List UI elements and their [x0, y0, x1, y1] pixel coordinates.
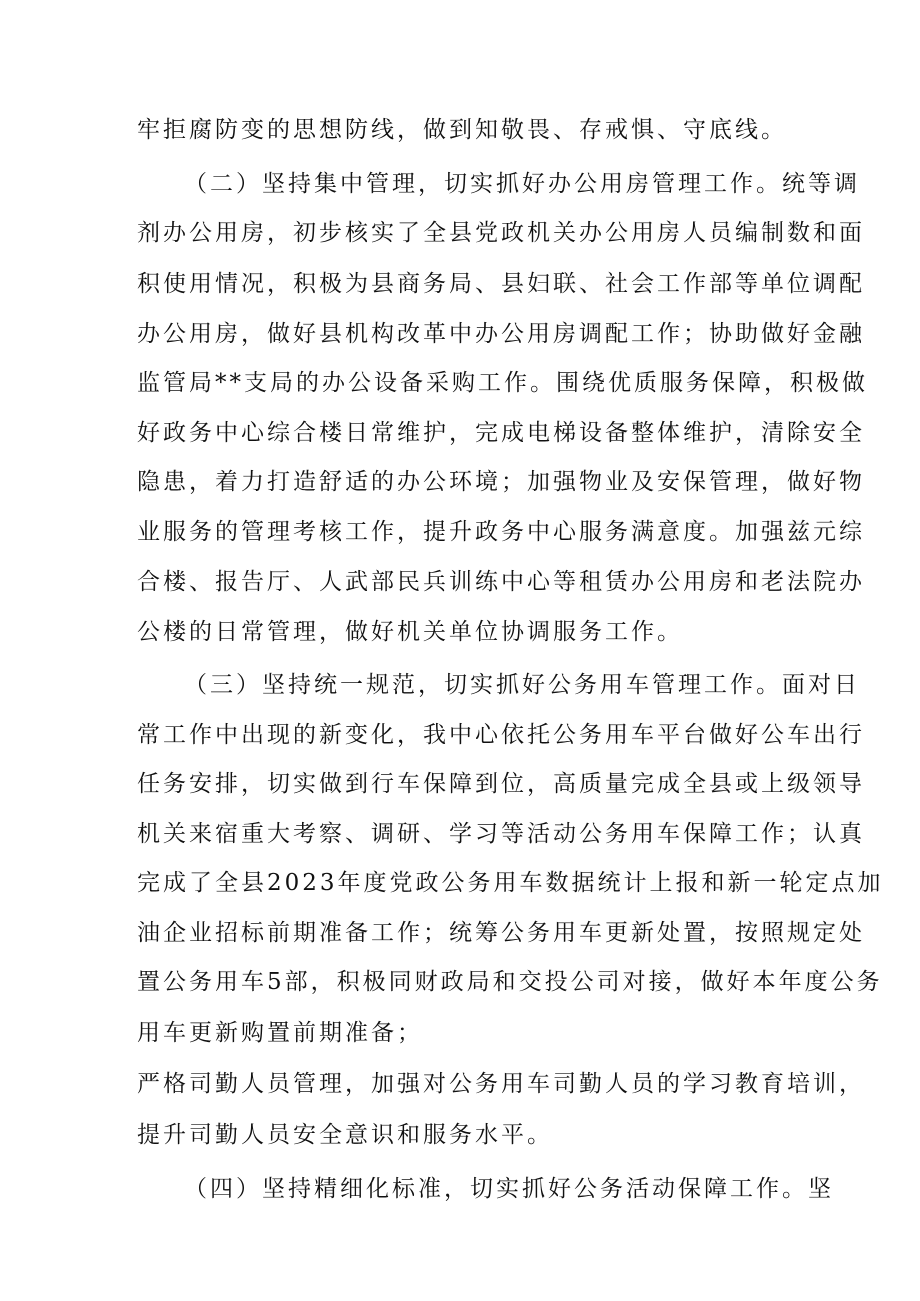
text-line: 好政务中心综合楼日常维护，完成电梯设备整体维护，清除安全 — [137, 420, 865, 446]
text-line: 完成了全县2023年度党政公务用车数据统计上报和新一轮定点加 — [137, 870, 884, 896]
text-line: 合楼、报告厅、人武部民兵训练中心等租赁办公用房和老法院办 — [137, 569, 865, 595]
text-line: 任务安排，切实做到行车保障到位，高质量完成全县或上级领导 — [137, 771, 865, 797]
text-line: 积使用情况，积极为县商务局、县妇联、社会工作部等单位调配 — [137, 271, 865, 297]
text-line: 牢拒腐防变的思想防线，做到知敬畏、存戒惧、守底线。 — [137, 117, 787, 143]
text-line: 机关来宿重大考察、调研、学习等活动公务用车保障工作；认真 — [137, 821, 865, 847]
text-line: 油企业招标前期准备工作；统筹公务用车更新处置，按照规定处 — [137, 920, 865, 946]
text-line: 业服务的管理考核工作，提升政务中心服务满意度。加强兹元综 — [137, 519, 865, 545]
section-heading-3: （三）坚持统一规范，切实抓好公务用车管理工作。面对日 — [184, 672, 860, 698]
text-line: 公楼的日常管理，做好机关单位协调服务工作。 — [137, 619, 683, 645]
text-line: 用车更新购置前期准备； — [137, 1020, 423, 1046]
text-line: 常工作中出现的新变化，我中心依托公务用车平台做好公车出行 — [137, 722, 865, 748]
section-heading-4: （四）坚持精细化标准，切实抓好公务活动保障工作。坚 — [184, 1176, 834, 1202]
text-line: 提升司勤人员安全意识和服务水平。 — [137, 1122, 553, 1148]
text-line: 严格司勤人员管理，加强对公务用车司勤人员的学习教育培训， — [137, 1071, 865, 1097]
text-line: 置公务用车5部，积极同财政局和交投公司对接，做好本年度公务 — [137, 969, 883, 995]
text-line: 监管局**支局的办公设备采购工作。围绕优质服务保障，积极做 — [137, 370, 868, 396]
text-line: 隐患，着力打造舒适的办公环境；加强物业及安保管理，做好物 — [137, 469, 865, 495]
text-line: 办公用房，做好县机构改革中办公用房调配工作；协助做好金融 — [137, 321, 865, 347]
text-line: 剂办公用房，初步核实了全县党政机关办公用房人员编制数和面 — [137, 220, 865, 246]
section-heading-2: （二）坚持集中管理，切实抓好办公用房管理工作。统等调 — [184, 171, 860, 197]
